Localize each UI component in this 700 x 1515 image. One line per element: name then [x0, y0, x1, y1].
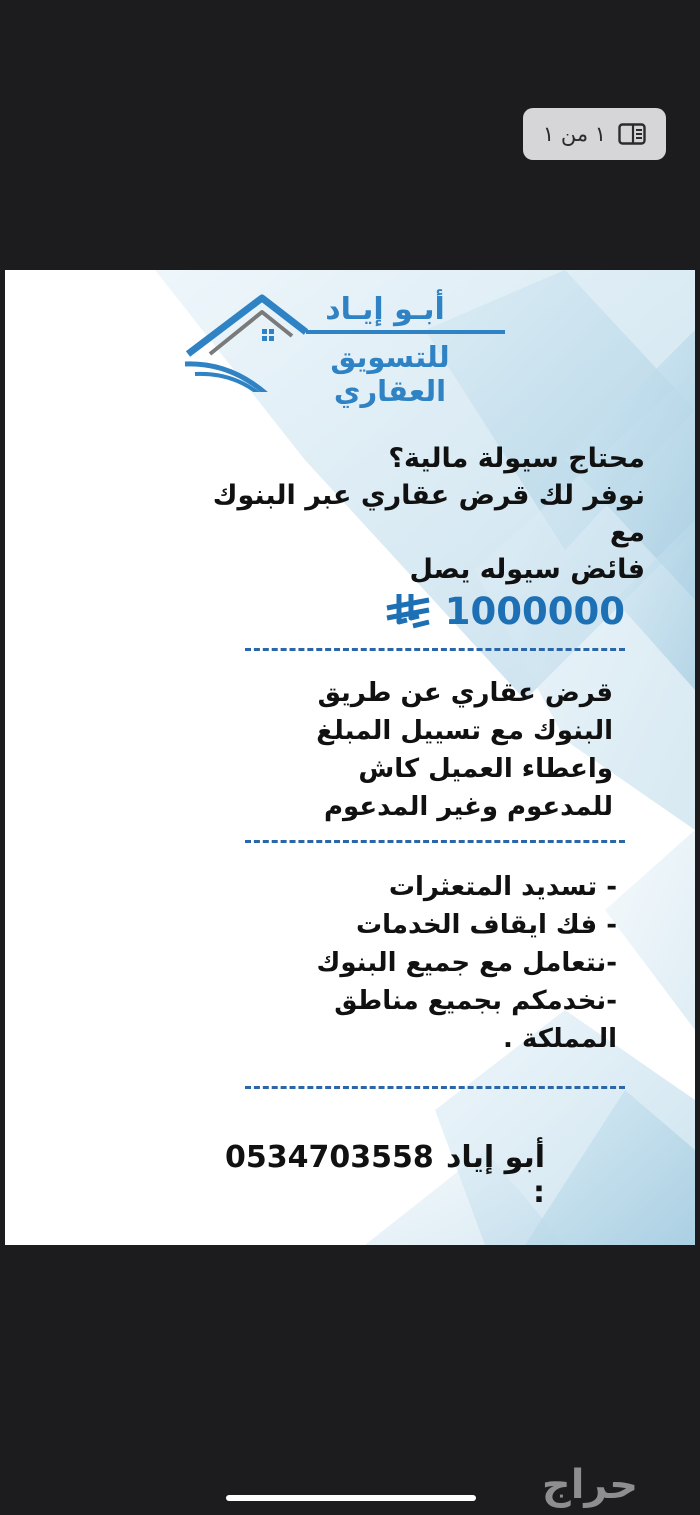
service-item: المملكة .	[503, 1024, 617, 1054]
service-item: -نتعامل مع جميع البنوك	[316, 948, 617, 978]
logo-name: أبـو إيـاد	[325, 292, 445, 327]
document-pages-icon	[618, 123, 646, 145]
dashed-divider	[245, 648, 625, 651]
ad-image[interactable]	[5, 270, 695, 1245]
logo-tagline: للتسويق العقاري	[330, 340, 450, 408]
headline-line: نوفر لك قرض عقاري عبر البنوك مع	[212, 480, 645, 548]
headline	[205, 440, 645, 588]
page-counter[interactable]	[523, 108, 666, 160]
price-amount: 1000000	[444, 589, 625, 633]
offer-line: واعطاء العميل كاش	[358, 754, 613, 784]
service-item: - فك ايقاف الخدمات	[356, 910, 617, 940]
contact-line	[225, 1140, 545, 1210]
service-item: - تسديد المتعثرات	[388, 872, 617, 902]
headline-line: فائض سيوله يصل	[409, 554, 645, 585]
haraj-watermark: حراج	[541, 1462, 639, 1508]
page-counter-text: ١ من ١	[542, 122, 607, 146]
contact-phone[interactable]: 0534703558	[225, 1140, 434, 1175]
services-list	[305, 868, 617, 1058]
dashed-divider	[245, 1086, 625, 1089]
dashed-divider	[245, 840, 625, 843]
service-item: -نخدمكم بجميع مناطق	[334, 986, 617, 1016]
price-amount-row	[365, 588, 625, 634]
offer-line: البنوك مع تسييل المبلغ	[316, 716, 613, 746]
home-indicator[interactable]	[226, 1495, 476, 1501]
offer-line: للمدعوم وغير المدعوم	[324, 792, 613, 822]
contact-label: أبو إياد :	[445, 1140, 545, 1210]
saudi-riyal-symbol-icon	[385, 592, 431, 630]
headline-line: محتاج سيولة مالية؟	[388, 443, 645, 474]
offer-text	[305, 674, 613, 826]
offer-line: قرض عقاري عن طريق	[317, 678, 613, 708]
